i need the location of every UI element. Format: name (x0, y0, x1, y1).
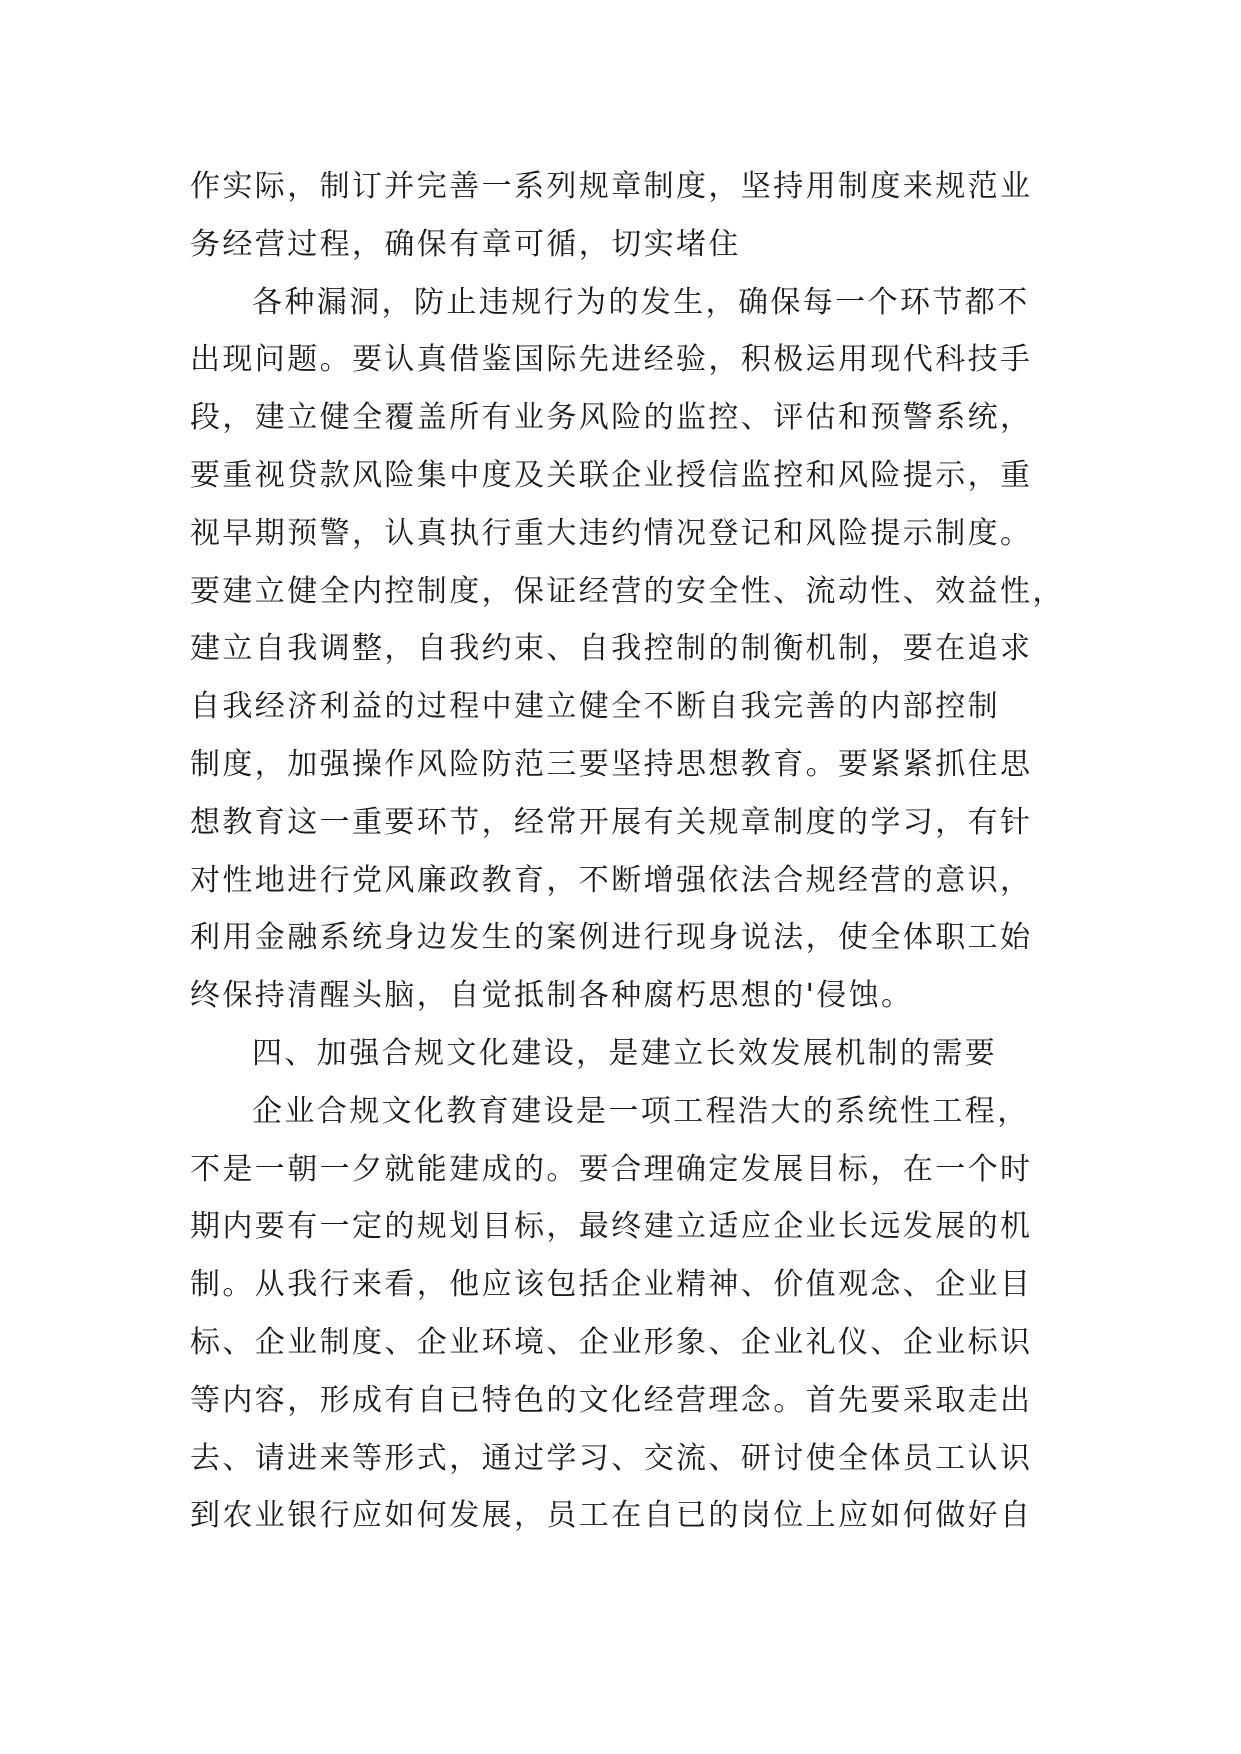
paragraph-first-line: 各种漏洞，防止违规行为的发生，确保每一个环节都不 (252, 284, 1030, 320)
text-line: 标、企业制度、企业环境、企业形象、企业礼仪、企业标识 (190, 1324, 1033, 1360)
text-line: 制。从我行来看，他应该包括企业精神、价值观念、企业目 (190, 1267, 1033, 1303)
text-line: 等内容，形成有自已特色的文化经营理念。首先要采取走出 (190, 1382, 1033, 1418)
text-line: 务经营过程，确保有章可循，切实堵住 (190, 226, 741, 262)
text-line: 不是一朝一夕就能建成的。要合理确定发展目标，在一个时 (190, 1151, 1033, 1187)
text-line: 自我经济利益的过程中建立健全不断自我完善的内部控制 (190, 689, 1000, 725)
text-line: 制度，加强操作风险防范三要坚持思想教育。要紧紧抓住思 (190, 746, 1033, 782)
text-line: 建立自我调整，自我约束、自我控制的制衡机制，要在追求 (190, 631, 1033, 667)
text-line: 视早期预警，认真执行重大违约情况登记和风险提示制度。 (190, 515, 1033, 551)
text-line: 对性地进行党风廉政教育，不断增强依法合规经营的意识， (190, 862, 1033, 898)
text-line: 出现问题。要认真借鉴国际先进经验，积极运用现代科技手 (190, 342, 1033, 378)
text-line: 作实际，制订并完善一系列规章制度，坚持用制度来规范业 (190, 169, 1033, 204)
text-line: 期内要有一定的规划目标，最终建立适应企业长远发展的机 (190, 1209, 1033, 1245)
text-line: 段，建立健全覆盖所有业务风险的监控、评估和预警系统， (190, 400, 1033, 436)
text-line: 利用金融系统身边发生的案例进行现身说法，使全体职工始 (190, 920, 1033, 956)
text-line: 要重视贷款风险集中度及关联企业授信监控和风险提示，重 (190, 457, 1033, 493)
text-line: 去、请进来等形式，通过学习、交流、研讨使全体员工认识 (190, 1440, 1033, 1476)
section-heading: 四、加强合规文化建设，是建立长效发展机制的需要 (252, 1035, 998, 1071)
body-text (190, 158, 1070, 1545)
paragraph-first-line: 企业合规文化教育建设是一项工程浩大的系统性工程， (252, 1093, 1030, 1129)
text-line: 要建立健全内控制度，保证经营的安全性、流动性、效益性， (190, 573, 1065, 609)
text-line: 终保持清醒头脑，自觉抵制各种腐朽思想的'侵蚀。 (190, 978, 914, 1014)
text-line: 到农业银行应如何发展，员工在自已的岗位上应如何做好自 (190, 1498, 1033, 1534)
text-line: 想教育这一重要环节，经常开展有关规章制度的学习，有针 (190, 804, 1033, 840)
